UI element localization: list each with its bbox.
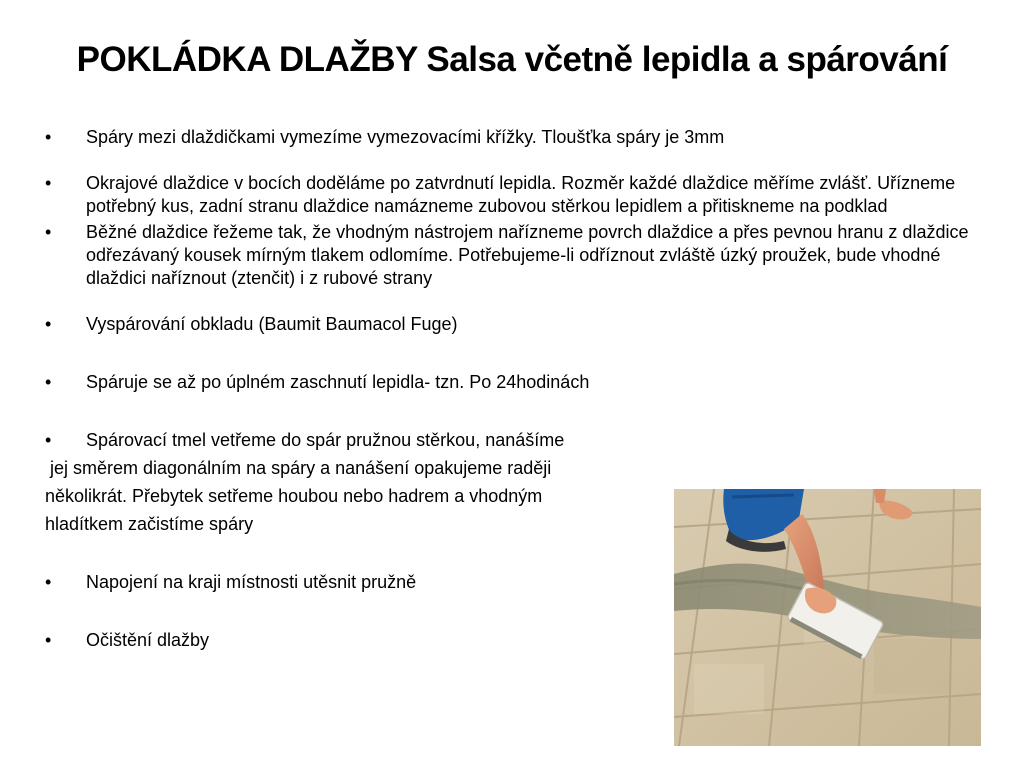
bullet-text: Očištění dlažby — [86, 630, 210, 650]
bullet-item — [45, 429, 990, 452]
bullet-dot: • — [45, 430, 52, 450]
bullet-text: Napojení na kraji místnosti utěsnit pružně — [86, 572, 417, 592]
bullet-item — [45, 172, 990, 218]
bullet-text: Spáruje se až po úplném zaschnutí lepidla- tzn. Po 24hodinách — [86, 372, 590, 392]
bullet-dot: • — [45, 222, 52, 242]
bullet-dot: • — [45, 630, 52, 650]
bullet-item — [45, 126, 990, 149]
bullet-text: Běžné dlaždice řežeme tak, že vhodným nástrojem nařízneme povrch dlaždice a přes pevnou hranu z dlaždice odřezávaný kousek mírným tlakem odlomíme. Potřebujeme-li odříznout zvláště úzký proužek, bude vhodné dlaždici naříznout (ztenčit) i z rubové strany — [86, 222, 969, 288]
bullet-dot: • — [45, 572, 52, 592]
slide-title: POKLÁDKA DLAŽBY Salsa včetně lepidla a spárování — [76, 40, 948, 79]
bullet-dot: • — [45, 173, 52, 193]
bullet-text: Spárovací tmel vetřeme do spár pružnou stěrkou, nanášíme — [86, 430, 565, 450]
bullet-text: Vyspárování obkladu (Baumit Baumacol Fuge) — [86, 314, 458, 334]
bullet-item — [45, 371, 990, 394]
bullet-dot: • — [45, 372, 52, 392]
continuation-line: jej směrem diagonálním na spáry a nanášení opakujeme raději — [45, 458, 552, 478]
bullet-dot: • — [45, 314, 52, 334]
bullet-dot: • — [45, 127, 52, 147]
grouting-photo — [674, 489, 981, 746]
bullet-item — [45, 221, 990, 290]
bullet-text: Okrajové dlaždice v bocích doděláme po zatvrdnutí lepidla. Rozměr každé dlaždice měříme zvlášť. Uřízneme potřebný kus, zadní stranu dlaždice namázneme zubovou stěrkou lepidlem a přitiskneme na podklad — [86, 173, 956, 216]
bullet-text: Spáry mezi dlaždičkami vymezíme vymezovacími křížky. Tloušťka spáry je 3mm — [86, 127, 725, 147]
continuation-line: několikrát. Přebytek setřeme houbou nebo hadrem a vhodným — [45, 486, 543, 506]
bullet-item — [45, 313, 990, 336]
continuation-line: hladítkem začistíme spáry — [45, 514, 254, 534]
